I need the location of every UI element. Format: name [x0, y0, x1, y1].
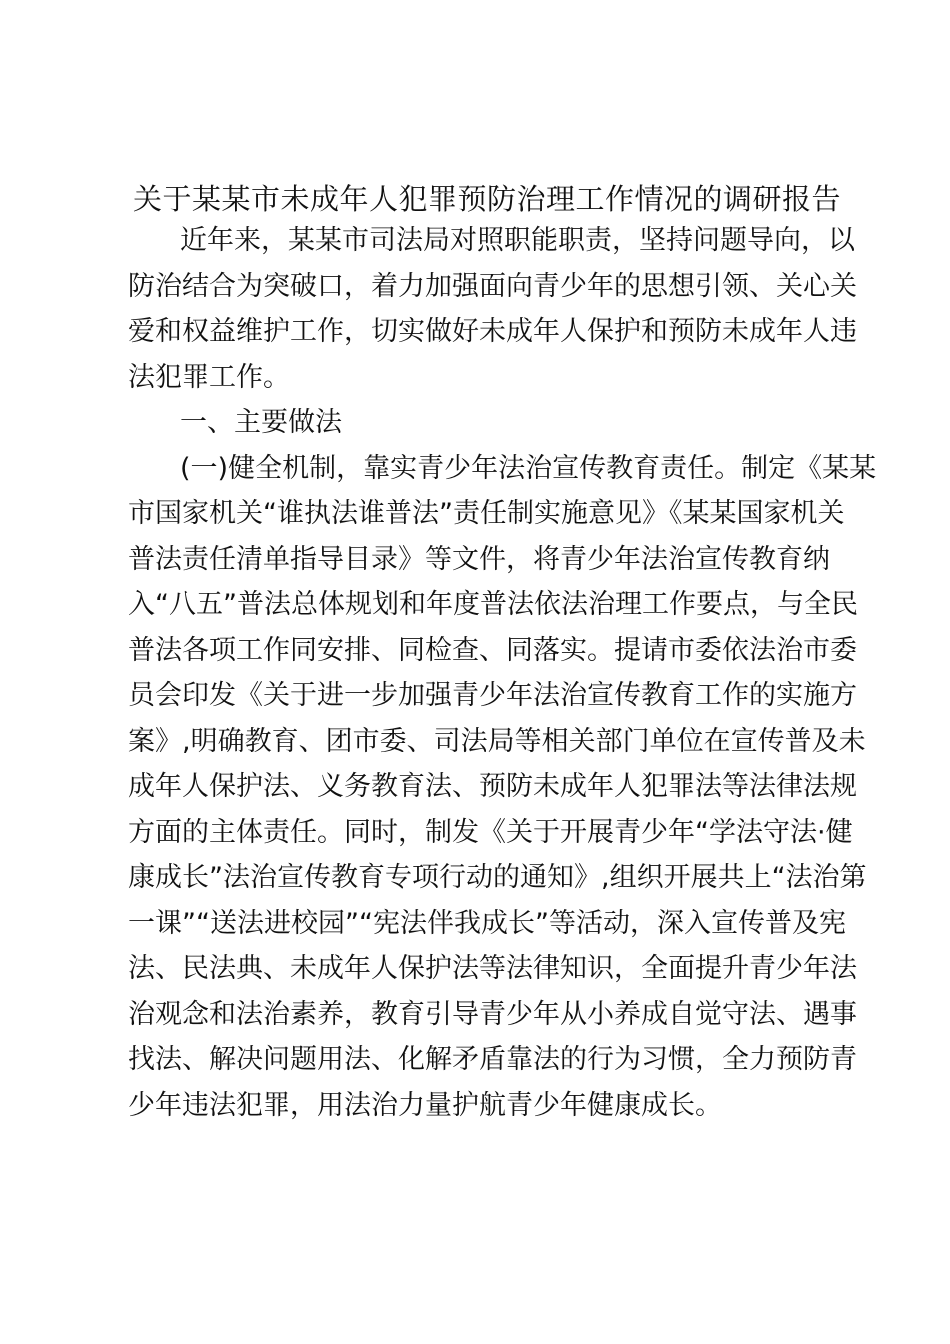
text-line: 入“八五”普法总体规划和年度普法依法治理工作要点，与全民: [128, 589, 858, 620]
document-title: 关于某某市未成年人犯罪预防治理工作情况的调研报告: [133, 182, 842, 216]
text-line: 法犯罪工作。: [128, 361, 290, 393]
text-line: 成年人保护法、义务教育法、预防未成年人犯罪法等法律法规: [128, 771, 857, 802]
document-body: [128, 218, 877, 1128]
text-line: 一课”“送法进校园”“宪法伴我成长”等活动，深入宣传普及宪: [128, 907, 846, 939]
text-line: 案》,明确教育、团市委、司法局等相关部门单位在宣传普及未: [128, 725, 866, 757]
text-line: 康成长”法治宣传教育专项行动的通知》,组织开展共上“法治第: [128, 862, 867, 893]
text-line: 法、民法典、未成年人保护法等法律知识，全面提升青少年法: [128, 953, 857, 984]
text-line: 爱和权益维护工作，切实做好未成年人保护和预防未成年人违: [128, 316, 857, 347]
text-line: 普法各项工作同安排、同检查、同落实。提请市委依法治市委: [128, 634, 857, 666]
section1-paragraph: [128, 446, 877, 1129]
text-line: 普法责任清单指导目录》等文件，将青少年法治宣传教育纳: [128, 543, 830, 575]
text-line: 近年来，某某市司法局对照职能职责，坚持问题导向，以: [180, 225, 855, 256]
text-line: 少年违法犯罪，用法治力量护航青少年健康成长。: [128, 1089, 722, 1121]
section-heading: 一、主要做法: [180, 407, 342, 438]
text-line: 方面的主体责任。同时，制发《关于开展青少年“学法守法·健: [128, 816, 853, 848]
text-line: 防治结合为突破口，着力加强面向青少年的思想引领、关心关: [128, 270, 857, 302]
text-line: 员会印发《关于进一步加强青少年法治宣传教育工作的实施方: [128, 680, 857, 711]
intro-paragraph: [128, 218, 857, 400]
text-line: (一)健全机制，靠实青少年法治宣传教育责任。制定《某某: [180, 452, 877, 484]
text-line: 市国家机关“谁执法谁普法”责任制实施意见》《某某国家机关: [128, 498, 845, 529]
text-line: 治观念和法治素养，教育引导青少年从小养成自觉守法、遇事: [128, 998, 857, 1030]
text-line: 找法、解决问题用法、化解矛盾靠法的行为习惯，全力预防青: [128, 1044, 857, 1075]
